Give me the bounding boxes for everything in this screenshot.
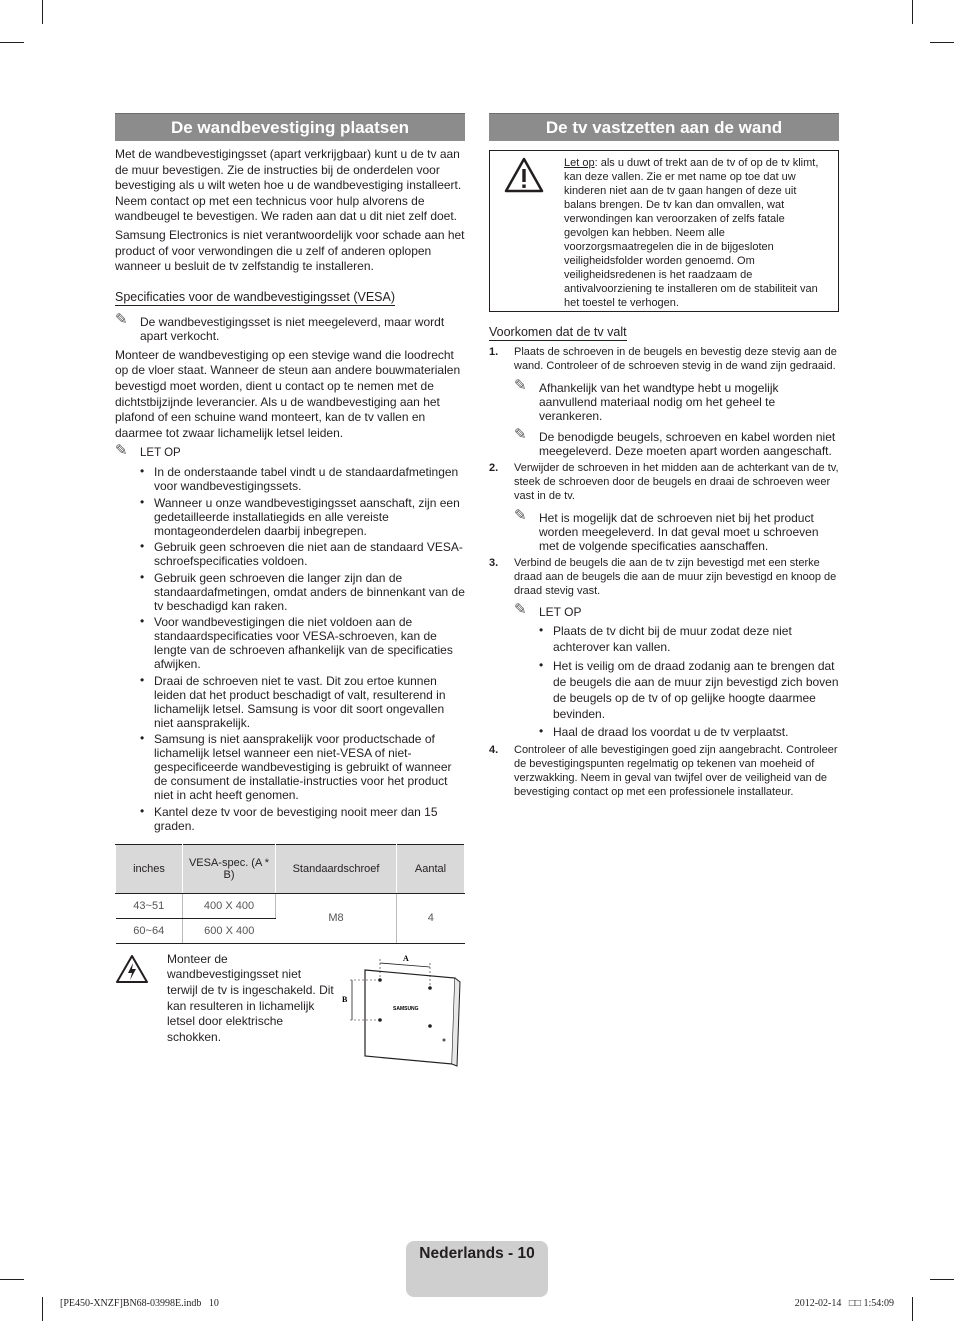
crop-mark xyxy=(912,1297,913,1321)
pencil-icon: ✎ xyxy=(115,310,128,328)
table-header-row xyxy=(116,844,465,893)
shock-warning xyxy=(115,952,465,1072)
step-note xyxy=(514,507,839,553)
caution-body: : als u duwt of trekt aan de tv of op de tv klimt, kan deze vallen. Zie er met name op toe dat uw kinderen niet aan de tv gaan hangen of deze uit balans brengen. De tv kan dan omvallen, wat verwondingen kan veroorzaken of zelfs fatale gevolgen kan hebben. Neem alle voorzorgsmaatregelen die in de bijgesloten veiligheidsfolder worden genoemd. Om veiligheidsredenen is het raadzaam de antivalvoorziening te installeren om de stabiliteit van het toestel te verhogen. xyxy=(564,157,819,309)
crop-mark xyxy=(930,42,954,43)
pencil-icon: ✎ xyxy=(115,442,128,460)
list-item: • Haal de draad los voordat u de tv verplaatst. xyxy=(514,724,839,740)
step-item xyxy=(489,461,839,553)
cell-screw: M8 xyxy=(276,893,397,943)
step-item xyxy=(489,556,839,740)
prevent-falling-heading: Voorkomen dat de tv valt xyxy=(489,325,627,339)
dimension-label-a: A xyxy=(403,953,409,963)
note-text: De benodigde beugels, schroeven en kabel worden niet meegeleverd. Deze moeten apart worden aangeschaft. xyxy=(539,430,836,458)
let-op-label: LET OP xyxy=(539,605,582,619)
caution-label: Let op xyxy=(564,157,595,169)
mounting-paragraph: Monteer de wandbevestiging op een stevige wand die loodrecht op de vloer staat. Wanneer de steun aan andere bouwmaterialen bevestigd moet worden, dient u contact op te nemen met de dichtstbijzijnde leverancier. Als u de wandbevestiging aan het plafond of een schuine wand monteert, kan de tv vallen en daarmee tot zwaar lichamelijk letsel leiden. xyxy=(115,347,461,440)
page-label: Nederlands - 10 xyxy=(419,1245,535,1262)
step-note xyxy=(514,377,839,423)
step-text: Verwijder de schroeven in het midden aan de achterkant van de tv, steek de schroeven door de beugels en draai de schroeven weer vast in de tv. xyxy=(514,462,839,502)
col-header-screw: Standaardschroef xyxy=(276,844,397,893)
step-text: Plaats de schroeven in de beugels en bevestig deze stevig aan de wand. Controleer of de schroeven stevig in de wand zijn gedraaid. xyxy=(514,346,837,372)
cell-size: 60~64 xyxy=(116,918,183,943)
step-number: 2. xyxy=(489,462,499,474)
electric-shock-icon xyxy=(115,954,149,984)
list-item: • Voor wandbevestigingen die niet voldoen aan de standaardspecificaties voor VESA-schroeven, kan de lengte van de schroeven afhankelijk van de specificaties afwijken. xyxy=(115,615,465,671)
left-column xyxy=(115,113,465,1072)
cell-size: 43~51 xyxy=(116,893,183,918)
note-text: Het is mogelijk dat de schroeven niet bij het product worden meegeleverd. In dat geval moet u schroeven met de volgende specificaties aanschaffen. xyxy=(539,511,819,553)
let-op-bullets xyxy=(115,465,465,833)
step-number: 1. xyxy=(489,346,499,358)
crop-mark xyxy=(42,1297,43,1321)
shock-warning-text: Monteer de wandbevestigingsset niet terwijl de tv is ingeschakeld. Dit kan resulteren in lichamelijk letsel door elektrische schokken. xyxy=(167,951,334,1044)
pencil-icon: ✎ xyxy=(514,601,527,618)
note-text: De wandbevestigingsset is niet meegeleverd, maar wordt apart verkocht. xyxy=(140,314,445,343)
brand-logo-text: SAMSUNG xyxy=(393,1005,419,1012)
list-item: • Samsung is niet aansprakelijk voor productschade of lichamelijk letsel wanneer een niet-VESA of niet-gespecificeerde wandbevestiging is gebruikt of wanneer de consument de installatie-instructies voor het product niet in acht heeft genomen. xyxy=(115,732,465,802)
caution-text xyxy=(564,156,828,310)
dimension-label-b: B xyxy=(342,994,348,1004)
crop-mark xyxy=(0,42,24,43)
list-item: • Het is veilig om de draad zodanig aan te brengen dat de beugels die aan de muur zijn bevestigd zich boven de beugels op de tv of op gelijke hoogte daarmee bevinden. xyxy=(514,658,839,722)
tv-mounting-diagram xyxy=(340,952,470,1067)
cell-vesa: 600 X 400 xyxy=(183,918,276,943)
step-number: 4. xyxy=(489,743,499,756)
pencil-icon: ✎ xyxy=(514,507,527,524)
file-slug: [PE450-XNZF]BN68-03998E.indb 10 xyxy=(60,1298,219,1309)
note-not-included xyxy=(115,310,465,343)
step-text: Controleer of alle bevestigingen goed zijn aangebracht. Controleer de bevestigingspunten regelmatig op tekenen van moeheid of verzwakking. Neem in geval van twijfel over de veiligheid van de bevestiging contact op met een professionele installateur. xyxy=(514,743,838,798)
table-row xyxy=(116,893,465,918)
col-header-vesa: VESA-spec. (A * B) xyxy=(183,844,276,893)
let-op-note xyxy=(115,442,465,460)
list-item: • Gebruik geen schroeven die niet aan de standaard VESA-schroefspecificaties voldoen. xyxy=(115,540,465,568)
pencil-icon: ✎ xyxy=(514,426,527,443)
vesa-table xyxy=(115,844,465,944)
list-item: • Draai de schroeven niet te vast. Dit zou ertoe kunnen leiden dat het product beschadigt of valt, resulterend in lichamelijk letsel. Samsung is voor dit soort ongevallen niet aansprakelijk. xyxy=(115,674,465,730)
crop-mark xyxy=(912,0,913,24)
crop-mark xyxy=(0,1279,24,1280)
note-text: Afhankelijk van het wandtype hebt u mogelijk aanvullend materiaal nodig om het geheel te verankeren. xyxy=(539,381,779,423)
crop-mark xyxy=(42,0,43,24)
let-op-bullets xyxy=(514,623,839,740)
caution-box xyxy=(489,150,839,312)
vesa-spec-heading: Specificaties voor de wandbevestigingsset (VESA) xyxy=(115,289,396,304)
pencil-icon: ✎ xyxy=(514,377,527,394)
step-text: Verbind de beugels die aan de tv zijn bevestigd met een sterke draad aan de beugels die aan de muur zijn bevestigd en knoop de draad stevig vast. xyxy=(514,557,837,597)
col-header-inches: inches xyxy=(116,844,183,893)
cell-count: 4 xyxy=(397,893,465,943)
list-item: • In de onderstaande tabel vindt u de standaardafmetingen voor wandbevestigingssets. xyxy=(115,465,465,493)
liability-paragraph: Samsung Electronics is niet verantwoordelijk voor schade aan het product of voor verwondingen die u zelf of anderen oplopen wanneer u besluit de tv zelfstandig te installeren. xyxy=(115,227,465,274)
list-item: • Gebruik geen schroeven die langer zijn dan de standaardafmetingen, omdat anders de binnenkant van de tv beschadigd kan raken. xyxy=(115,571,465,613)
list-item: • Kantel deze tv voor de bevestiging nooit meer dan 15 graden. xyxy=(115,805,465,833)
let-op-label: LET OP xyxy=(140,447,181,460)
list-item: • Plaats de tv dicht bij de muur zodat deze niet achterover kan vallen. xyxy=(514,623,839,655)
right-column xyxy=(489,113,839,799)
list-item: • Wanneer u onze wandbevestigingsset aanschaft, zijn een gedetailleerde installatiegids en alle vereiste montageonderdelen daarbij inbegrepen. xyxy=(115,496,465,538)
step-note xyxy=(514,426,839,458)
step-item xyxy=(489,345,839,458)
page-number-tab xyxy=(406,1241,548,1297)
left-heading: De wandbevestiging plaatsen xyxy=(115,113,465,141)
cell-vesa: 400 X 400 xyxy=(183,893,276,918)
date-slug: 2012-02-14 □□ 1:54:09 xyxy=(794,1298,894,1309)
step-item xyxy=(489,743,839,799)
warning-triangle-icon xyxy=(504,157,544,193)
step-number: 3. xyxy=(489,557,499,569)
intro-paragraph: Met de wandbevestigingsset (apart verkrijgbaar) kunt u de tv aan de muur bevestigen. Zie de instructies bij de onderdelen voor bevestiging als u wilt weten hoe u de wandbevestiging installeert. Neem contact op met een technicus voor hulp alvorens de wandbeugel te bevestigen. We raden aan dat u dit niet zelf doet. xyxy=(115,147,462,224)
crop-mark xyxy=(930,1279,954,1280)
steps-list xyxy=(489,345,839,799)
col-header-count: Aantal xyxy=(397,844,465,893)
let-op-note xyxy=(514,601,839,619)
right-heading: De tv vastzetten aan de wand xyxy=(489,113,839,141)
